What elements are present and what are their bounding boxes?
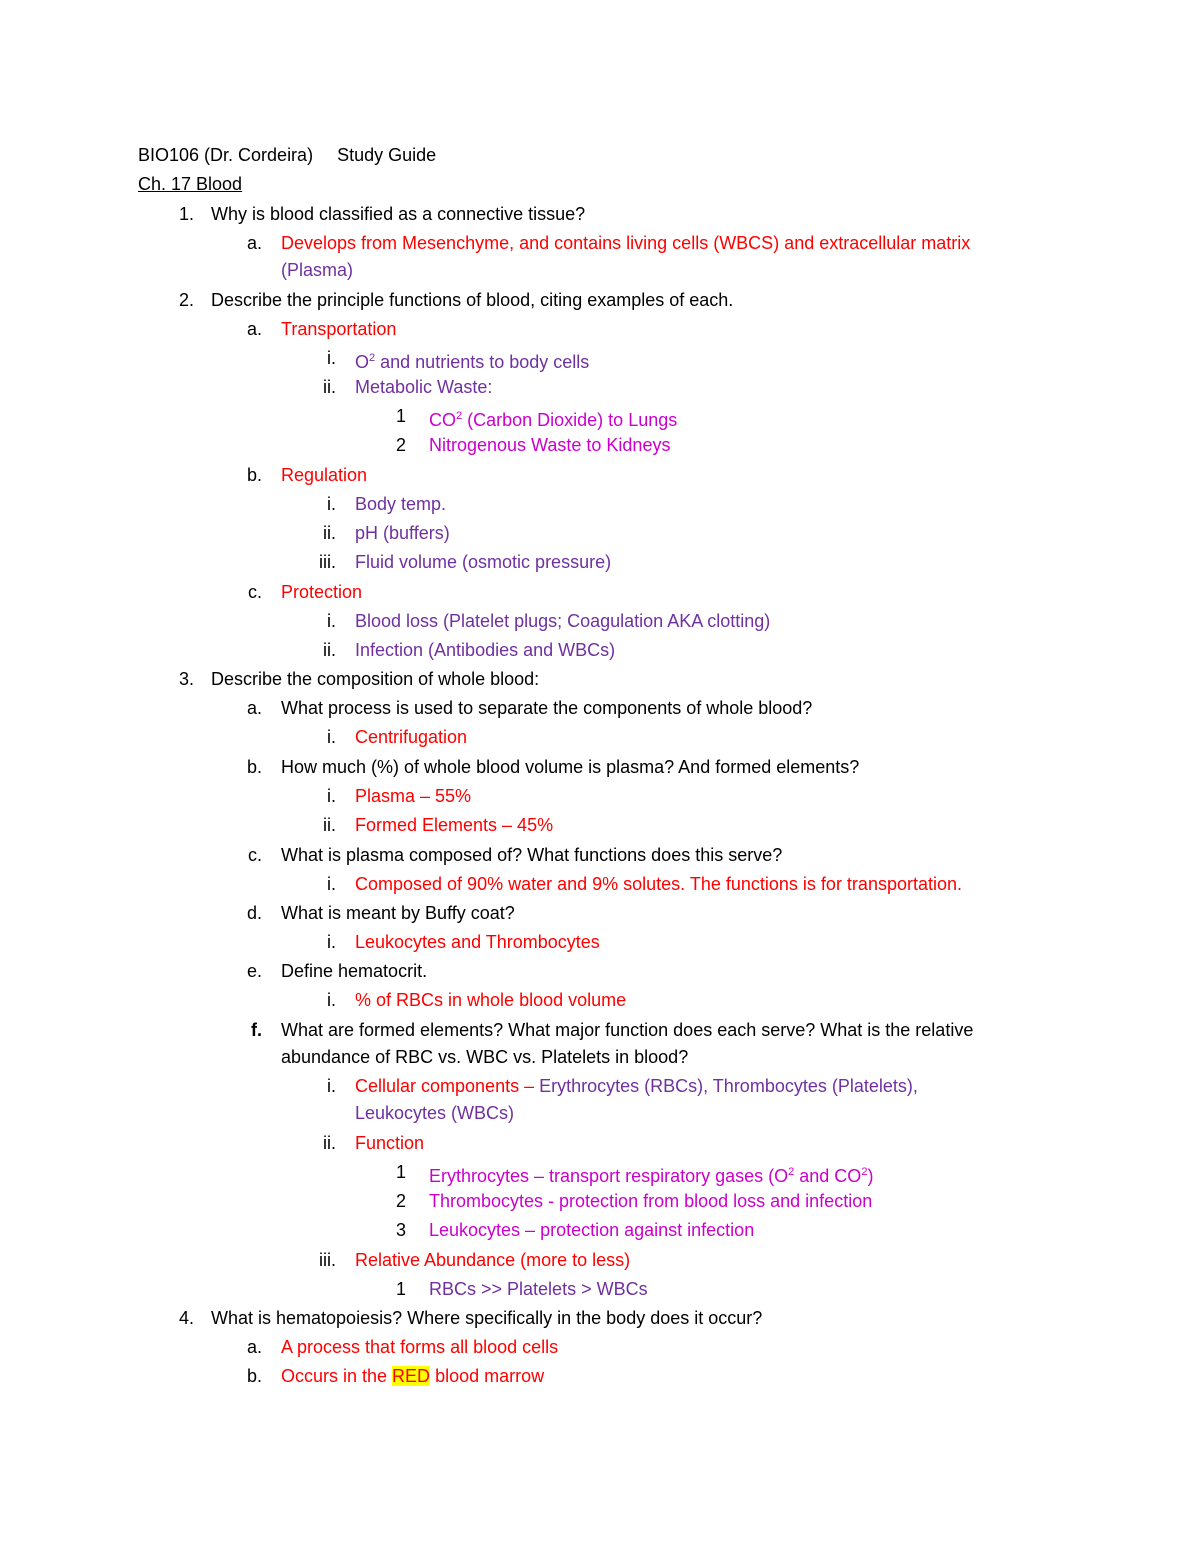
answer-text: Transportation <box>281 319 397 339</box>
superscript: 2 <box>788 1166 795 1178</box>
item-marker: b. <box>246 1366 262 1386</box>
answer-text: Formed Elements – 45% <box>355 815 554 835</box>
answer-text: Function <box>355 1133 425 1153</box>
item-marker: i. <box>327 874 336 894</box>
answer-text <box>355 1075 918 1097</box>
item-marker: 1 <box>395 406 406 426</box>
answer-text: A process that forms all blood cells <box>281 1337 559 1357</box>
item-marker: a. <box>246 319 262 339</box>
question-text: Describe the principle functions of blood, citing examples of each. <box>211 290 734 310</box>
text-part: Cellular components – <box>355 1076 540 1096</box>
item-marker: b. <box>246 465 262 485</box>
item-marker: b. <box>246 757 262 777</box>
answer-text: Centrifugation <box>355 727 468 747</box>
text-part: (Carbon Dioxide) to Lungs <box>462 410 678 430</box>
item-marker: c. <box>247 845 262 865</box>
question-number: 4. <box>178 1308 194 1328</box>
item-marker: i. <box>327 932 336 952</box>
answer-text <box>429 1161 873 1187</box>
item-marker: a. <box>246 698 262 718</box>
answer-text: Protection <box>281 582 363 602</box>
text-part: Occurs in the <box>281 1366 393 1386</box>
answer-text: RBCs >> Platelets > WBCs <box>429 1279 648 1299</box>
sub-question-text: abundance of RBC vs. WBC vs. Platelets in blood? <box>281 1047 689 1067</box>
item-marker: i. <box>327 786 336 806</box>
answer-text: Leukocytes – protection against infection <box>429 1220 755 1240</box>
item-marker: iii. <box>319 1250 336 1270</box>
answer-text <box>281 1365 544 1387</box>
course-title: BIO106 (Dr. Cordeira) <box>138 145 314 165</box>
text-part: and nutrients to body cells <box>375 352 590 372</box>
item-marker: iii. <box>319 552 336 572</box>
item-marker: 1 <box>395 1162 406 1182</box>
highlighted-text: RED <box>392 1366 431 1386</box>
answer-text: Nitrogenous Waste to Kidneys <box>429 435 671 455</box>
answer-text: Metabolic Waste: <box>355 377 493 397</box>
item-marker: ii. <box>323 523 336 543</box>
item-marker: i. <box>327 727 336 747</box>
item-marker: i. <box>327 494 336 514</box>
text-part: O <box>355 352 370 372</box>
item-marker: a. <box>246 233 262 253</box>
superscript: 2 <box>861 1166 868 1178</box>
answer-text: Develops from Mesenchyme, and contains living cells (WBCS) and extracellular matrix <box>281 233 971 253</box>
sub-question-text: What are formed elements? What major function does each serve? What is the relative <box>281 1020 974 1040</box>
answer-text: Relative Abundance (more to less) <box>355 1250 631 1270</box>
superscript: 2 <box>456 410 463 422</box>
item-marker: c. <box>247 582 262 602</box>
answer-text: Thrombocytes - protection from blood loss and infection <box>429 1191 873 1211</box>
item-marker: ii. <box>323 815 336 835</box>
question-number: 3. <box>178 669 194 689</box>
superscript: 2 <box>369 352 376 364</box>
guide-title: Study Guide <box>337 145 437 165</box>
item-marker: i. <box>327 611 336 631</box>
sub-question-text: What process is used to separate the components of whole blood? <box>281 698 813 718</box>
answer-text: pH (buffers) <box>355 523 450 543</box>
text-part: blood marrow <box>430 1366 545 1386</box>
item-marker: 2 <box>395 1191 406 1211</box>
answer-text: Blood loss (Platelet plugs; Coagulation AKA clotting) <box>355 611 771 631</box>
chapter-title: Ch. 17 Blood <box>138 174 243 194</box>
answer-text: Body temp. <box>355 494 447 514</box>
sub-question-text: How much (%) of whole blood volume is plasma? And formed elements? <box>281 757 860 777</box>
item-marker: e. <box>246 961 262 981</box>
item-marker: i. <box>327 1076 336 1096</box>
answer-text <box>355 347 589 373</box>
answer-text: Fluid volume (osmotic pressure) <box>355 552 612 572</box>
item-marker: ii. <box>323 377 336 397</box>
answer-text: % of RBCs in whole blood volume <box>355 990 627 1010</box>
item-marker: i. <box>327 990 336 1010</box>
sub-question-text: What is plasma composed of? What functions does this serve? <box>281 845 783 865</box>
item-marker: ii. <box>323 1133 336 1153</box>
item-marker: ii. <box>323 640 336 660</box>
text-part: ) <box>867 1166 874 1186</box>
answer-text: Leukocytes and Thrombocytes <box>355 932 600 952</box>
question-text: What is hematopoiesis? Where specifically in the body does it occur? <box>211 1308 763 1328</box>
item-marker: 3 <box>395 1220 406 1240</box>
text-part: Erythrocytes (RBCs), Thrombocytes (Platelets), <box>539 1076 918 1096</box>
answer-text: (Plasma) <box>281 260 354 280</box>
question-number: 2. <box>178 290 194 310</box>
question-number: 1. <box>178 204 194 224</box>
answer-text: Plasma – 55% <box>355 786 472 806</box>
answer-text <box>429 405 677 431</box>
header-line <box>138 144 436 166</box>
question-text: Describe the composition of whole blood: <box>211 669 540 689</box>
item-marker: 2 <box>395 435 406 455</box>
sub-question-text: What is meant by Buffy coat? <box>281 903 515 923</box>
answer-text: Composed of 90% water and 9% solutes. The functions is for transportation. <box>355 874 962 894</box>
item-marker: 1 <box>395 1279 406 1299</box>
answer-text: Leukocytes (WBCs) <box>355 1103 515 1123</box>
item-marker: d. <box>246 903 262 923</box>
item-marker: a. <box>246 1337 262 1357</box>
text-part: CO <box>429 410 456 430</box>
question-text: Why is blood classified as a connective tissue? <box>211 204 586 224</box>
answer-text: Infection (Antibodies and WBCs) <box>355 640 616 660</box>
answer-text: Regulation <box>281 465 368 485</box>
text-part: Erythrocytes – transport respiratory gases (O <box>429 1166 789 1186</box>
item-marker: i. <box>327 348 336 368</box>
text-part: and CO <box>794 1166 862 1186</box>
item-marker: f. <box>251 1020 262 1040</box>
sub-question-text: Define hematocrit. <box>281 961 428 981</box>
